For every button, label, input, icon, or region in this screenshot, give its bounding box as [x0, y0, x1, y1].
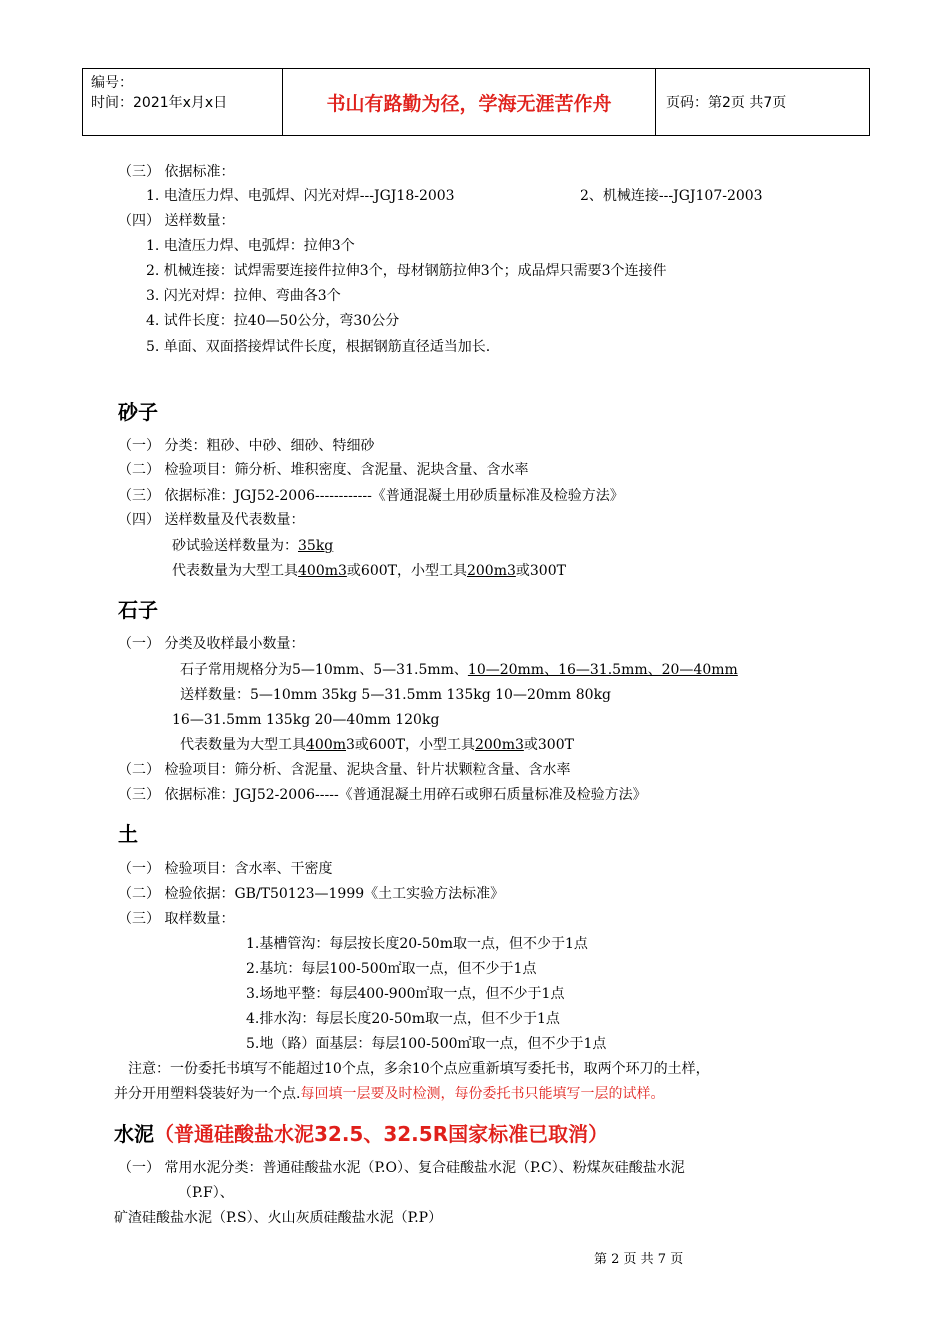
section-title-sand: 砂子: [118, 400, 158, 424]
page-header-table: [82, 68, 870, 136]
time-label: 时间：2021年x月x日: [91, 95, 228, 111]
text-line: 2、机械连接---JGJ107-2003: [580, 188, 763, 204]
text-line: （三） 依据标准：: [118, 164, 235, 180]
text-line: 1. 电渣压力焊、电弧焊：拉伸3个: [146, 238, 355, 254]
text-line: 注意：一份委托书填写不能超过10个点，多余10个点应重新填写委托书，取两个环刀的土样，: [128, 1061, 710, 1077]
header-page-label: 页码：第2页 共7页: [666, 95, 787, 111]
text-line: 4.排水沟：每层长度20-50m取一点，但不少于1点: [246, 1011, 560, 1027]
text-line: 5. 单面、双面搭接焊试件长度，根据钢筋直径适当加长.: [146, 339, 491, 355]
number-label: 编号：: [91, 75, 133, 91]
text-line: 矿渣硅酸盐水泥（P.S）、火山灰质硅酸盐水泥（P.P）: [114, 1210, 443, 1226]
text-line: 送样数量：5—10mm 35kg 5—31.5mm 135kg 10—20mm 80kg: [180, 687, 612, 703]
section-title-soil: 土: [118, 822, 138, 846]
text-line: 石子常用规格分为5—10mm、5—31.5mm、10—20mm、16—31.5mm、20—40mm: [180, 662, 738, 678]
text-line: 代表数量为大型工具400m3或600T，小型工具200m3或300T: [172, 563, 566, 579]
text-line: （一） 检验项目：含水率、干密度: [118, 861, 333, 877]
text-line: （一） 分类及收样最小数量：: [118, 636, 305, 652]
text-line: （一） 分类：粗砂、中砂、细砂、特细砂: [118, 438, 375, 454]
text-line: （三） 依据标准：JGJ52-2006-----《普通混凝土用碎石或卵石质量标准及检验方法》: [118, 787, 647, 803]
text-line: （四） 送样数量：: [118, 213, 235, 229]
text-line: （三） 依据标准：JGJ52-2006------------《普通混凝土用砂质量标准及检验方法》: [118, 488, 624, 504]
text-line: （四） 送样数量及代表数量：: [118, 512, 305, 528]
text-line: 2. 机械连接：试焊需要连接件拉伸3个，母材钢筋拉伸3个；成品焊只需要3个连接件: [146, 263, 667, 279]
text-line: （二） 检验依据：GB/T50123—1999《土工实验方法标准》: [118, 886, 505, 902]
text-line: 2.基坑：每层100-500㎡取一点，但不少于1点: [246, 961, 537, 977]
text-line: 1.基槽管沟：每层按长度20-50m取一点，但不少于1点: [246, 936, 588, 952]
section-title-cement: 水泥（普通硅酸盐水泥32.5、32.5R国家标准已取消）: [114, 1122, 609, 1146]
text-line: 5.地（路）面基层：每层100-500㎡取一点，但不少于1点: [246, 1036, 607, 1052]
text-line: （二） 检验项目：筛分析、堆积密度、含泥量、泥块含量、含水率: [118, 462, 529, 478]
text-line: （二） 检验项目：筛分析、含泥量、泥块含量、针片状颗粒含量、含水率: [118, 762, 571, 778]
text-line: 1. 电渣压力焊、电弧焊、闪光对焊---JGJ18-2003: [146, 188, 455, 204]
text-line: 并分开用塑料袋装好为一个点.每回填一层要及时检测，每份委托书只能填写一层的试样。: [114, 1086, 665, 1102]
header-motto: 书山有路勤为径，学海无涯苦作舟: [283, 69, 656, 135]
section-title-stone: 石子: [118, 598, 158, 622]
text-line: 3.场地平整：每层400-900㎡取一点，但不少于1点: [246, 986, 565, 1002]
text-line: 16—31.5mm 135kg 20—40mm 120kg: [172, 712, 440, 728]
text-line: （三） 取样数量：: [118, 911, 235, 927]
text-line: 砂试验送样数量为：35kg: [172, 538, 334, 554]
text-line: （一） 常用水泥分类：普通硅酸盐水泥（P.O）、复合硅酸盐水泥（P.C）、粉煤灰硅酸盐水泥: [118, 1160, 685, 1176]
text-line: 代表数量为大型工具400m3或600T，小型工具200m3或300T: [180, 737, 574, 753]
header-meta-cell: [83, 69, 283, 135]
text-line: 3. 闪光对焊：拉伸、弯曲各3个: [146, 288, 341, 304]
text-line: 4. 试件长度：拉40—50公分，弯30公分: [146, 313, 400, 329]
page-footer: 第 2 页 共 7 页: [594, 1252, 684, 1267]
text-line: （P.F）、: [178, 1185, 234, 1201]
